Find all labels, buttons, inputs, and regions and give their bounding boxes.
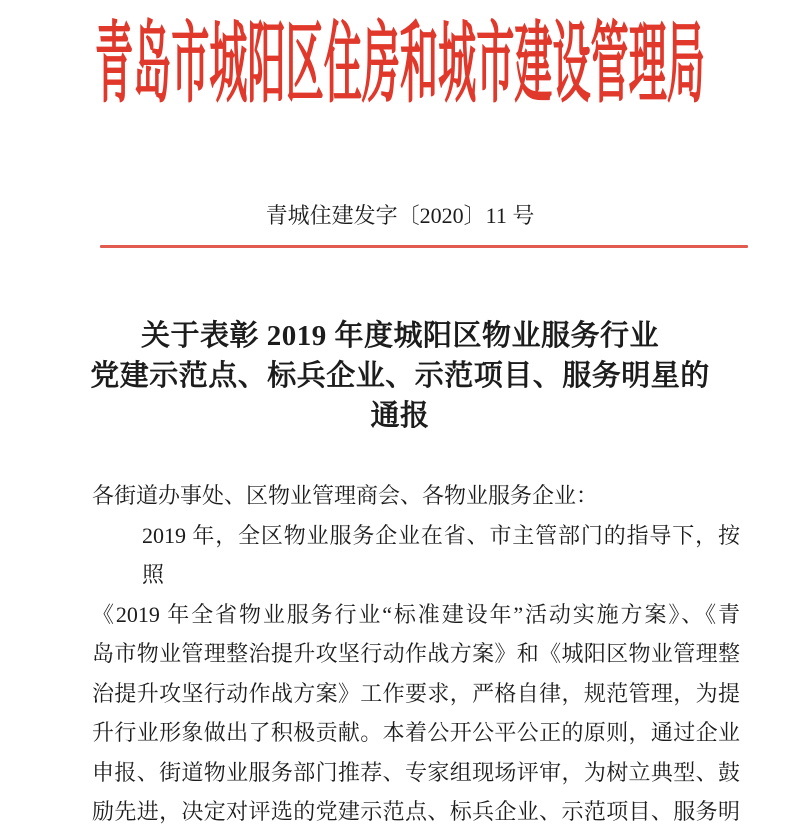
body-line: 岛市物业管理整治提升攻坚行动作战方案》和《城阳区物业管理整 xyxy=(92,641,740,666)
document-title-line-2: 党建示范点、标兵企业、示范项目、服务明星的 xyxy=(90,360,710,392)
agency-header xyxy=(0,15,800,114)
salutation-line: 各街道办事处、区物业管理商会、各物业服务企业： xyxy=(92,483,599,508)
document-title-line-3: 通报 xyxy=(370,400,430,432)
body-line: 升行业形象做出了积极贡献。本着公开公平公正的原则，通过企业 xyxy=(92,720,740,745)
body-line: 《2019 年全省物业服务行业“标准建设年”活动实施方案》、《青 xyxy=(92,601,740,627)
body-line: 申报、街道物业服务部门推荐、专家组现场评审，为树立典型、鼓 xyxy=(92,759,740,785)
document-title xyxy=(60,316,740,436)
document-title-line-1: 关于表彰 2019 年度城阳区物业服务行业 xyxy=(140,320,659,352)
body-line: 治提升攻坚行动作战方案》工作要求，严格自律，规范管理，为提 xyxy=(92,680,740,706)
red-separator-line xyxy=(100,245,748,248)
document-body xyxy=(92,476,740,832)
body-line: 励先进，决定对评选的党建示范点、标兵企业、示范项目、服务明 xyxy=(92,799,740,824)
agency-header-text: 青岛市城阳区住房和城市建设管理局 xyxy=(94,15,706,114)
doc-number: 青城住建发字〔2020〕11 号 xyxy=(265,203,535,228)
body-line: 2019 年，全区物业服务企业在省、市主管部门的指导下，按照 xyxy=(142,522,740,587)
